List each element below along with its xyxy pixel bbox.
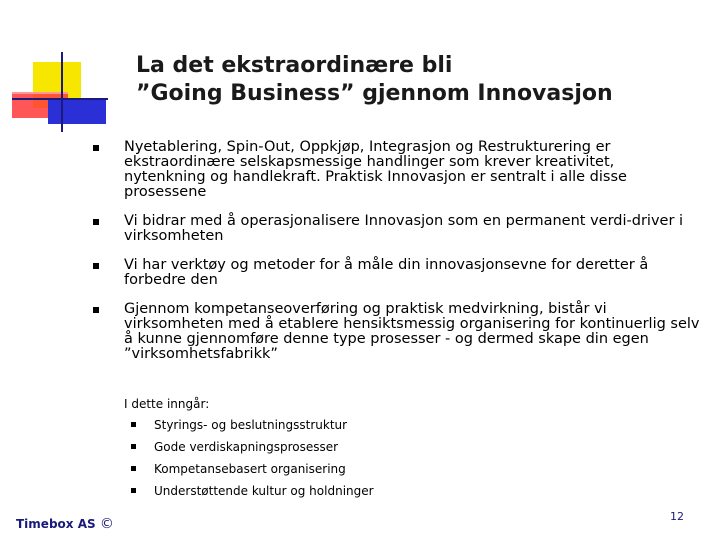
sub-bullet-text: Styrings- og beslutningsstruktur — [154, 418, 348, 432]
page-number: 12 — [670, 510, 684, 523]
copyright-symbol: © — [99, 516, 114, 532]
red-bar-highlight — [12, 92, 68, 94]
bullet-text: Vi bidrar med å operasjonalisere Innovasjon som en permanent verdi-driver i virksomheten — [124, 213, 684, 244]
square-bullet-icon — [93, 145, 99, 151]
sub-bullet-item — [128, 440, 374, 462]
bullet-text: Gjennom kompetanseoverføring og praktisk medvirkning, bistår vi virksomheten med å etablere hensiktsmessig organisering for kontinuerlig selv å kunne gjennomføre denne type prosesser - og dermed skape din egen ”virksomhetsfabrikk” — [124, 301, 700, 362]
square-bullet-icon — [131, 444, 136, 449]
slide-title-line-1: La det ekstraordinære bli — [136, 53, 453, 78]
square-bullet-icon — [131, 466, 136, 471]
sub-bullet-text: Kompetansebasert organisering — [154, 462, 346, 476]
square-bullet-icon — [93, 263, 99, 269]
sub-list-intro: I dette inngår: — [124, 397, 210, 411]
horizontal-line-decoration — [12, 98, 108, 100]
bullet-item — [90, 140, 700, 200]
sub-bullet-item — [128, 418, 374, 440]
blue-bar-decoration — [48, 98, 106, 124]
sub-bullet-list — [128, 418, 374, 506]
bullet-text: Vi har verktøy og metoder for å måle din innovasjonsevne for deretter å forbedre den — [124, 257, 649, 288]
bullet-item — [90, 302, 700, 362]
bullet-text: Nyetablering, Spin-Out, Oppkjøp, Integrasjon og Restrukturering er ekstraordinære selskapsmessige handlinger som krever kreativitet, nytenkning og handlekraft. Praktisk Innovasjon er sentralt i alle disse prosessene — [124, 139, 627, 200]
bullet-item — [90, 258, 700, 288]
footer-company — [16, 516, 114, 532]
main-bullet-list — [90, 140, 700, 374]
square-bullet-icon — [93, 307, 99, 313]
company-name: Timebox AS — [16, 517, 96, 531]
square-bullet-icon — [131, 422, 136, 427]
sub-bullet-text: Gode verdiskapningsprosesser — [154, 440, 339, 454]
square-bullet-icon — [93, 219, 99, 225]
vertical-line-decoration — [61, 52, 63, 132]
slide-title — [136, 52, 696, 108]
square-bullet-icon — [131, 488, 136, 493]
sub-bullet-item — [128, 462, 374, 484]
sub-bullet-text: Understøttende kultur og holdninger — [154, 484, 374, 498]
sub-bullet-item — [128, 484, 374, 506]
bullet-item — [90, 214, 700, 244]
slide-title-line-2: ”Going Business” gjennom Innovasjon — [136, 81, 613, 106]
